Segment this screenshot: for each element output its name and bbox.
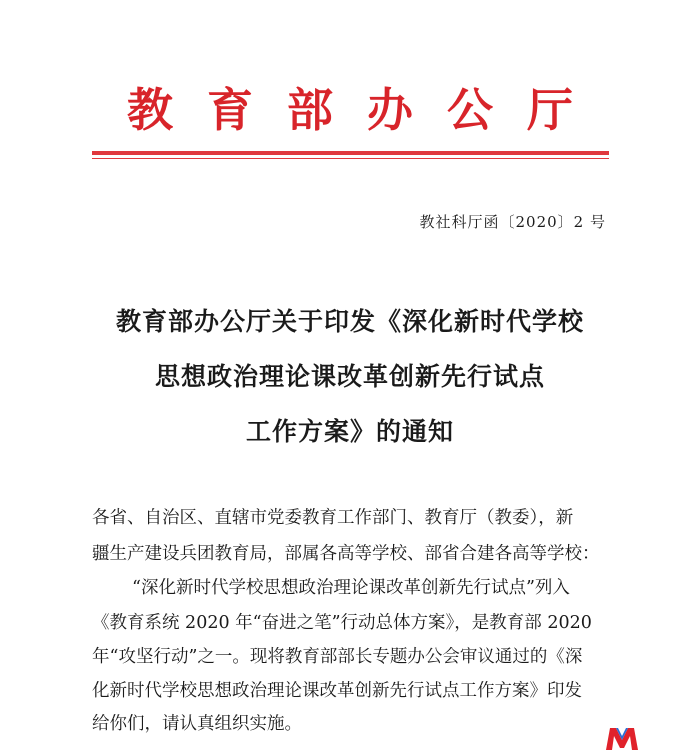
letterhead-rule-thin xyxy=(92,158,609,159)
notice-title-line-3: 工作方案》的通知 xyxy=(245,417,454,446)
body-line: 化新时代学校思想政治理论课改革创新先行试点工作方案》印发 xyxy=(92,681,582,701)
document-number: 教社科厅函〔2020〕2 号 xyxy=(419,213,606,231)
body-line: 《教育系统 2020 年“奋进之笔”行动总体方案》，是教育部 2020 xyxy=(92,613,592,633)
body-line: 给你们，请认真组织实施。 xyxy=(92,714,302,734)
m-logo-icon xyxy=(604,724,640,752)
letterhead-rule-thick xyxy=(92,151,609,155)
body-line: 疆生产建设兵团教育局，部属各高等学校、部省合建各高等学校： xyxy=(92,544,600,564)
body-line: “深化新时代学校思想政治理论课改革创新先行试点”列入 xyxy=(132,578,570,598)
body-line: 年“攻坚行动”之一。现将教育部部长专题办公会审议通过的《深 xyxy=(92,647,583,667)
notice-title-line-1: 教育部办公厅关于印发《深化新时代学校 xyxy=(115,307,584,336)
body-line: 各省、自治区、直辖市党委教育工作部门、教育厅（教委），新 xyxy=(92,508,574,528)
letterhead-title: 教育部办公厅 xyxy=(127,83,607,137)
notice-title-line-2: 思想政治理论课改革创新先行试点 xyxy=(154,362,545,391)
